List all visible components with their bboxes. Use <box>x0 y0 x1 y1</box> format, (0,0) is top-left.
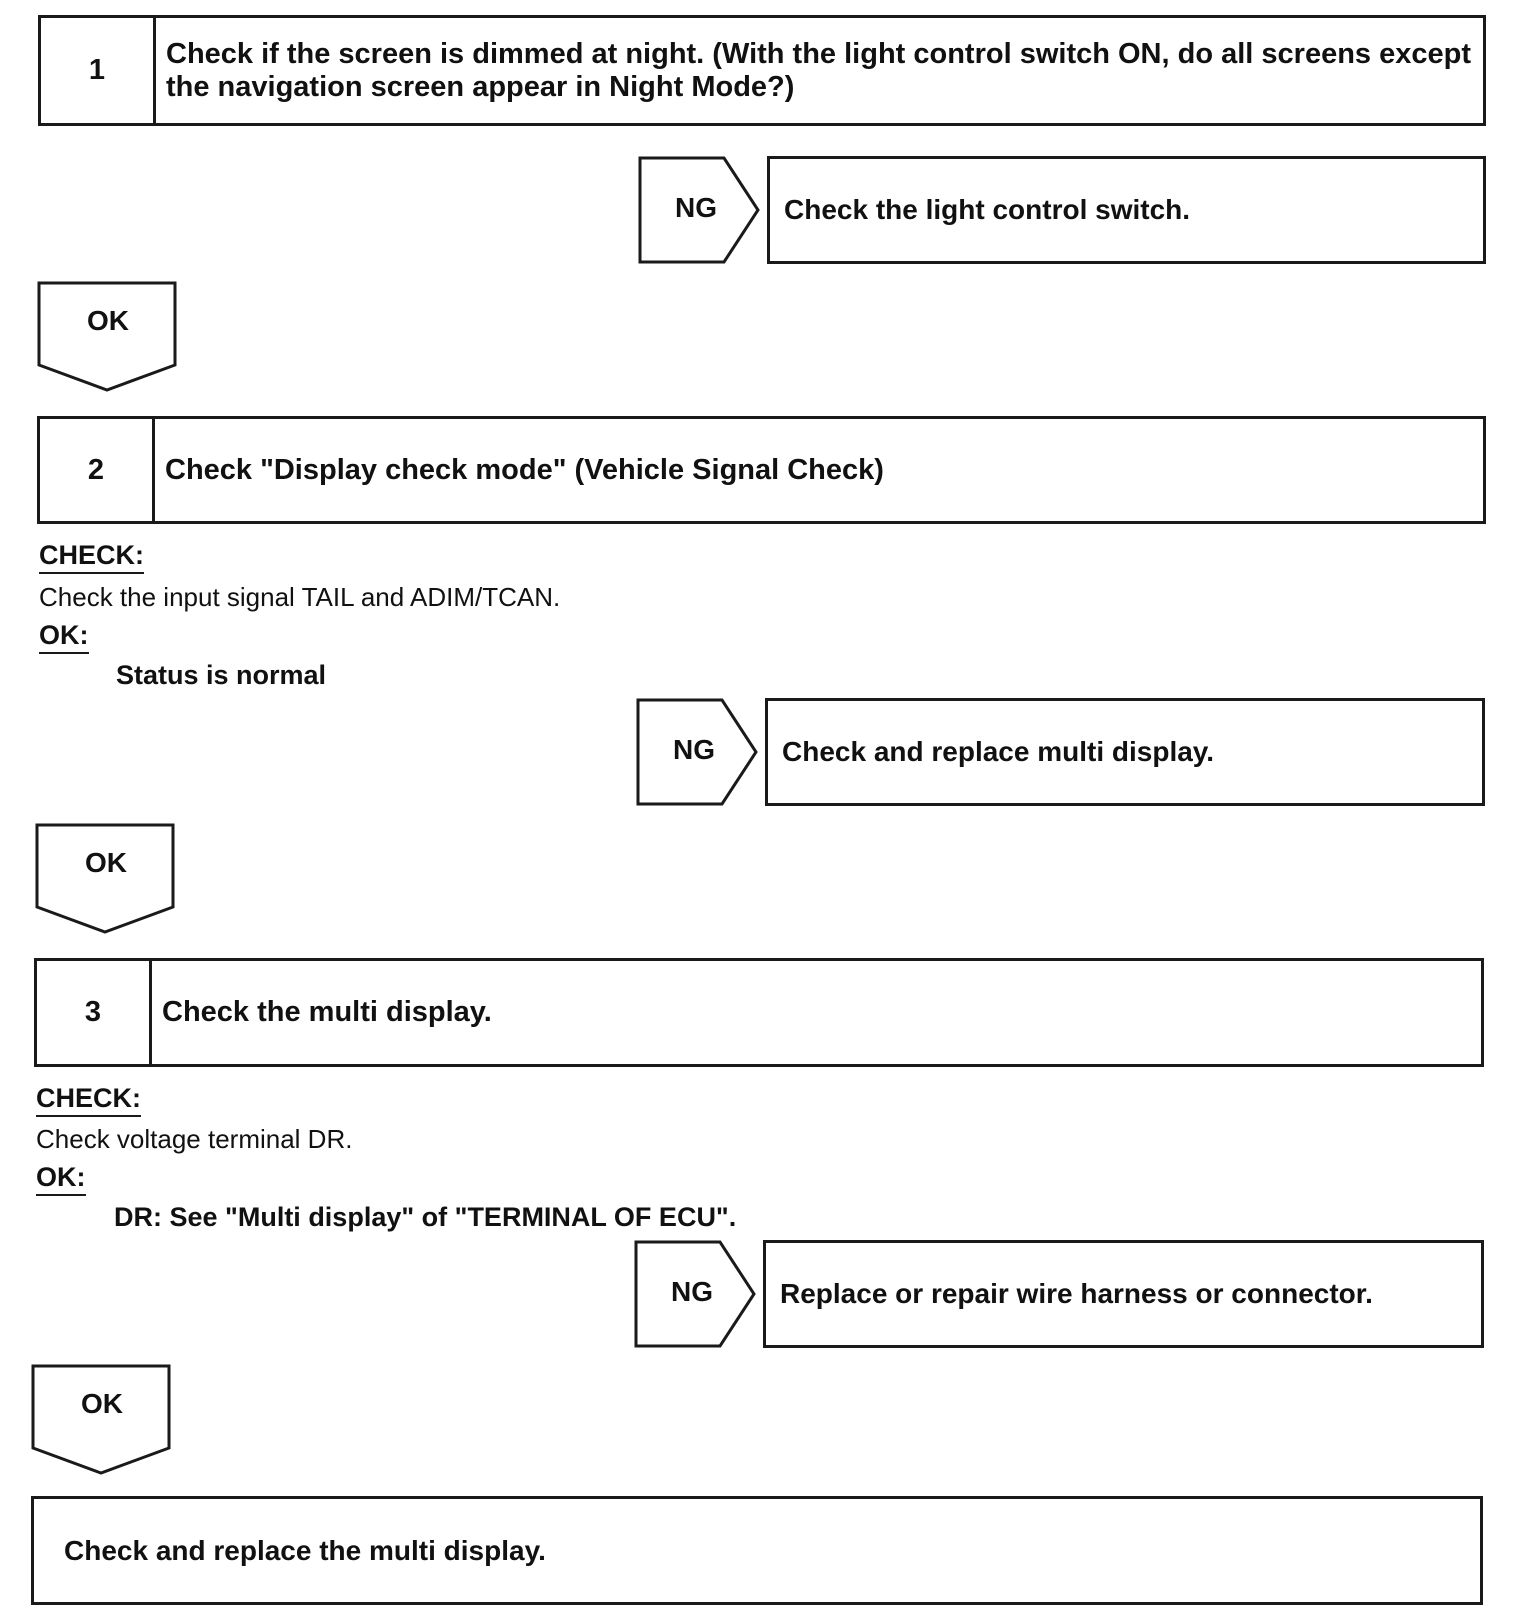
ok-2-arrow-shape <box>35 823 177 935</box>
ok-3-label: OK <box>81 1388 123 1419</box>
ok-1-label: OK <box>87 305 129 336</box>
final-result-box: Check and replace the multi display. <box>31 1496 1483 1605</box>
step-3-title: Check the multi display. <box>162 996 492 1028</box>
step-3-box <box>34 958 1484 1067</box>
step-2-check-heading: CHECK: <box>39 540 144 574</box>
ng-3-result-box: Replace or repair wire harness or connector. <box>763 1240 1484 1348</box>
ng-3-label: NG <box>671 1276 713 1307</box>
step-3-ok-spec: DR: See "Multi display" of "TERMINAL OF ECU". <box>114 1202 737 1232</box>
ok-1-arrow-shape <box>37 281 179 393</box>
ng-2-result-box: Check and replace multi display. <box>765 698 1485 806</box>
step-2-box <box>37 416 1486 524</box>
step-2-title: Check "Display check mode" (Vehicle Signal Check) <box>165 453 884 486</box>
step-1-number: 1 <box>41 18 156 123</box>
step-2-check-text: Check the input signal TAIL and ADIM/TCAN. <box>39 582 561 612</box>
step-3-check-text: Check voltage terminal DR. <box>36 1124 353 1154</box>
ok-3-arrow-shape <box>31 1364 173 1476</box>
step-3-check-heading: CHECK: <box>36 1083 141 1117</box>
step-2-ok-spec: Status is normal <box>116 660 327 690</box>
step-3-number: 3 <box>37 961 152 1064</box>
step-3-ok-heading: OK: <box>36 1162 86 1196</box>
step-2-number: 2 <box>40 419 155 521</box>
step-2-ok-heading: OK: <box>39 620 89 654</box>
ng-1-result-box: Check the light control switch. <box>767 156 1486 264</box>
ok-2-label: OK <box>85 847 127 878</box>
ng-1-label: NG <box>675 192 717 223</box>
step-1-title: Check if the screen is dimmed at night. (With the light control switch ON, do all screens except the navigation screen appear in Night Mode?) <box>166 37 1471 103</box>
ng-2-label: NG <box>673 734 715 765</box>
step-1-box <box>38 15 1486 126</box>
